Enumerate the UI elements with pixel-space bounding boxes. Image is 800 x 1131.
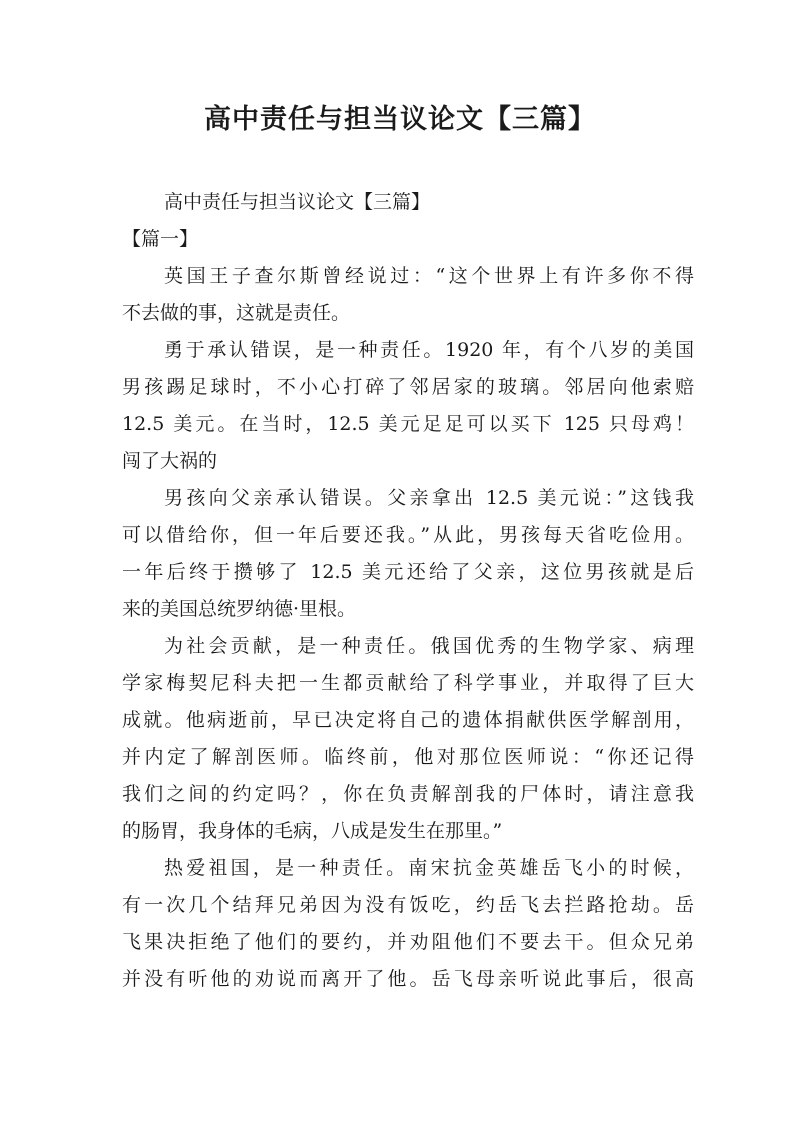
text-line: 热爱祖国，是一种责任。南宋抗金英雄岳飞小的时候， bbox=[164, 857, 694, 879]
text-line: 飞果决拒绝了他们的要约，并劝阻他们不要去干。但众兄弟 bbox=[122, 931, 694, 953]
text-line: 高中责任与担当议论文【三篇】 bbox=[164, 191, 431, 213]
text-line: 勇于承认错误，是一种责任。1920 年，有个八岁的美国 bbox=[164, 339, 694, 361]
text-line: 并没有听他的劝说而离开了他。岳飞母亲听说此事后，很高 bbox=[122, 968, 694, 990]
text-line: 学家梅契尼科夫把一生都贡献给了科学事业，并取得了巨大 bbox=[122, 672, 694, 694]
text-line: 为社会贡献，是一种责任。俄国优秀的生物学家、病理 bbox=[164, 635, 694, 657]
paragraph bbox=[122, 258, 694, 332]
text-line: 有一次几个结拜兄弟因为没有饭吃，约岳飞去拦路抢劫。岳 bbox=[122, 894, 694, 916]
paragraph bbox=[122, 480, 694, 628]
text-line: 成就。他病逝前，早已决定将自己的遗体捐献供医学解剖用， bbox=[122, 709, 694, 731]
text-line: 闯了大祸的 bbox=[122, 450, 218, 472]
paragraph bbox=[122, 332, 694, 480]
document-title: 高中责任与担当议论文【三篇】 bbox=[204, 104, 596, 135]
text-line: 可以借给你，但一年后要还我。”从此，男孩每天省吃俭用。 bbox=[122, 524, 694, 546]
text-line: 英国王子查尔斯曾经说过：“这个世界上有许多你不得 bbox=[164, 265, 694, 287]
section-heading bbox=[122, 221, 694, 258]
text-line: 【篇一】 bbox=[122, 228, 199, 250]
document-body bbox=[122, 184, 694, 998]
text-line: 的肠胃，我身体的毛病，八成是发生在那里。” bbox=[122, 820, 503, 842]
subtitle-paragraph bbox=[122, 184, 694, 221]
text-line: 我们之间的约定吗？，你在负责解剖我的尸体时，请注意我 bbox=[122, 783, 694, 805]
text-line: 不去做的事，这就是责任。 bbox=[122, 302, 351, 324]
text-line: 并内定了解剖医师。临终前，他对那位医师说：“你还记得 bbox=[122, 746, 694, 768]
text-line: 男孩踢足球时，不小心打碎了邻居家的玻璃。邻居向他索赔 bbox=[122, 376, 694, 398]
paragraph bbox=[122, 850, 694, 998]
text-line: 来的美国总统罗纳德·里根。 bbox=[122, 598, 357, 620]
text-line: 男孩向父亲承认错误。父亲拿出 12.5 美元说：”这钱我 bbox=[164, 487, 694, 509]
text-line: 一年后终于攒够了 12.5 美元还给了父亲，这位男孩就是后 bbox=[122, 561, 694, 583]
paragraph bbox=[122, 628, 694, 850]
text-line: 12.5 美元。在当时，12.5 美元足足可以买下 125 只母鸡！ bbox=[122, 413, 694, 435]
